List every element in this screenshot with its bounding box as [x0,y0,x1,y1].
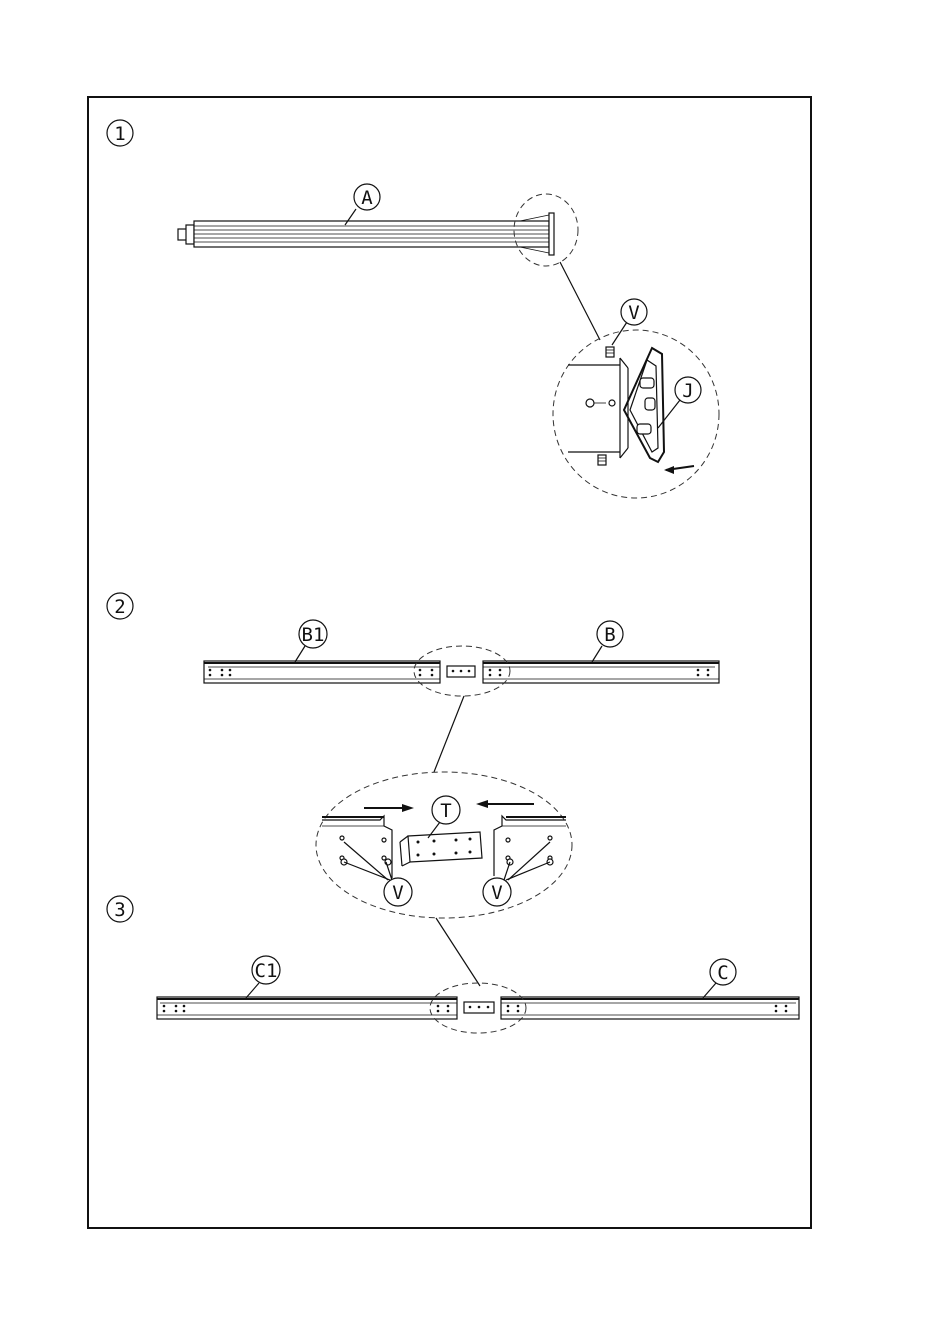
label-c: C [717,962,729,984]
detail-zoom-circle-1 [553,330,719,498]
callout-a [345,184,380,225]
beam-b [483,661,719,683]
callout-b1 [295,620,327,662]
callout-v-step1 [612,299,647,345]
step-1-number: 1 [114,123,126,145]
leader-line-3 [436,918,480,986]
post-a [178,213,554,255]
label-v-right: V [491,882,503,904]
label-t: T [440,800,452,822]
label-j: J [682,380,694,402]
callout-t [428,796,460,838]
connector-plate-t-small [447,666,475,677]
step-2-marker [107,593,133,619]
label-b1: B1 [301,624,325,646]
beam-b1 [204,661,440,683]
beam-c1 [157,997,457,1019]
callout-c [703,959,736,998]
callout-j [658,377,701,428]
callout-v-right [483,842,550,906]
beam-c [501,997,799,1019]
callout-v-left [344,842,412,906]
step-3-marker [107,896,133,922]
label-v-left: V [392,882,404,904]
connector-plate-t-step3 [464,1002,494,1013]
label-b: B [604,624,616,646]
leader-line-2 [434,696,464,772]
callout-b [592,621,623,662]
leader-line-1 [560,262,600,340]
step-3-number: 3 [114,899,126,921]
step-2-number: 2 [114,596,126,618]
label-a: A [361,187,373,209]
detail-1-bracket [568,347,694,474]
callout-c1 [246,956,280,998]
label-c1: C1 [254,960,278,982]
label-v-step1: V [628,302,640,324]
step-1-marker [107,120,133,146]
